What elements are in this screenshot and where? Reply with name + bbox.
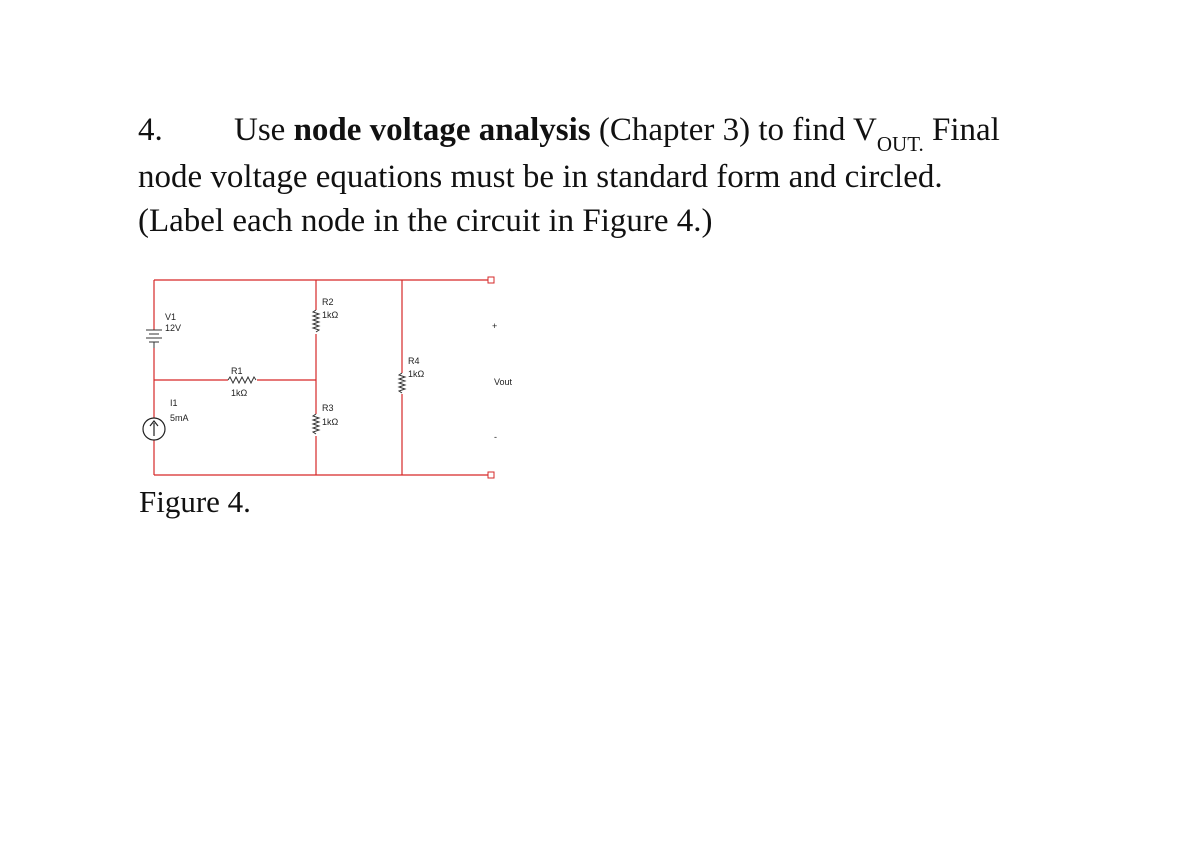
problem-line-3: (Label each node in the circuit in Figure 4.)	[138, 203, 713, 239]
vout-subscript: OUT.	[876, 132, 924, 156]
vout-label: Vout	[494, 377, 513, 387]
problem-text-find: (Chapter 3) to find V	[590, 112, 877, 148]
r1-value: 1kΩ	[231, 388, 248, 398]
problem-statement	[138, 108, 1098, 243]
r1-resistor-symbol	[228, 377, 256, 383]
r4-resistor-symbol	[399, 373, 405, 393]
r2-resistor-symbol	[313, 310, 319, 332]
r1-label: R1	[231, 366, 243, 376]
v1-value: 12V	[165, 323, 182, 333]
vout-plus-sign: +	[492, 321, 498, 331]
r3-value: 1kΩ	[322, 417, 339, 427]
problem-text-final: Final	[923, 112, 1000, 148]
wires	[154, 280, 488, 475]
r4-label: R4	[408, 356, 420, 366]
v1-battery-symbol	[146, 330, 162, 348]
problem-method-bold: node voltage analysis	[293, 112, 591, 148]
r3-label: R3	[322, 403, 334, 413]
r2-label: R2	[322, 297, 334, 307]
r4-value: 1kΩ	[408, 369, 425, 379]
problem-text-intro: Use	[234, 112, 294, 148]
vout-terminal-bottom	[488, 472, 494, 478]
v1-label: V1	[165, 312, 177, 322]
i1-value: 5mA	[170, 413, 189, 423]
circuit-figure	[130, 268, 520, 493]
vout-terminal-top	[488, 277, 494, 283]
i1-label: I1	[170, 398, 178, 408]
problem-line-1	[138, 108, 1098, 155]
r2-value: 1kΩ	[322, 310, 339, 320]
problem-line-2: node voltage equations must be in standard form and circled.	[138, 159, 943, 195]
vout-minus-sign: -	[494, 432, 497, 442]
figure-caption: Figure 4.	[139, 484, 251, 519]
i1-current-source-symbol	[143, 418, 165, 440]
circuit-diagram	[130, 268, 520, 493]
r3-resistor-symbol	[313, 414, 319, 434]
problem-number: 4.	[138, 112, 163, 148]
